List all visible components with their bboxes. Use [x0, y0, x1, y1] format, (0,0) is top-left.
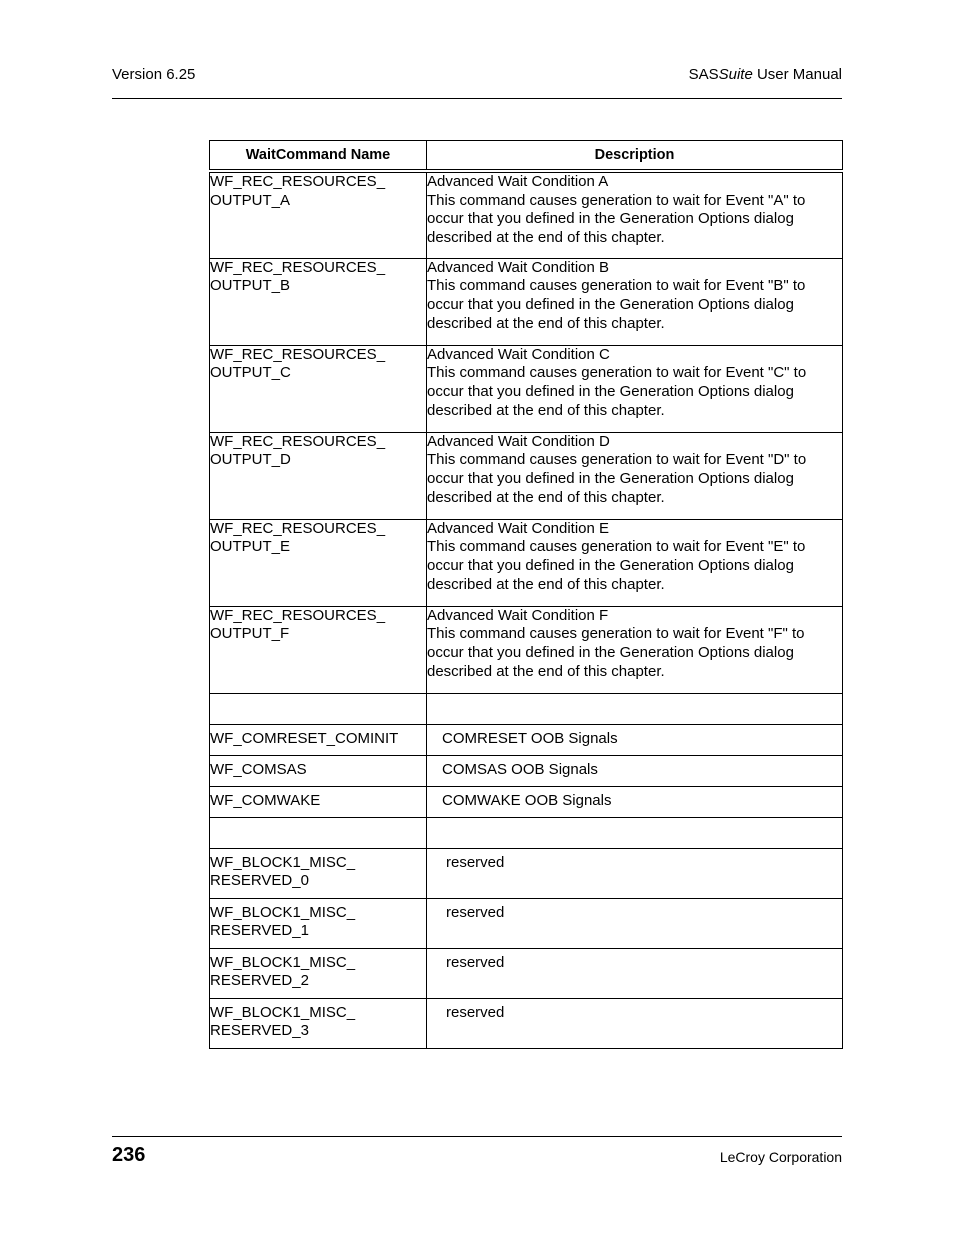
command-name-cell — [210, 519, 427, 606]
command-name-line: WF_BLOCK1_MISC_ — [210, 903, 356, 921]
description-cell — [427, 606, 843, 693]
empty-cell — [210, 693, 427, 724]
table-row-empty — [210, 693, 843, 724]
command-name-line: RESERVED_3 — [210, 1022, 309, 1040]
table-row — [210, 432, 843, 519]
command-name-cell — [210, 998, 427, 1048]
description-line: occur that you defined in the Generation Options dialog — [427, 556, 794, 574]
description-line: described at the end of this chapter. — [427, 314, 665, 332]
command-name-line: OUTPUT_B — [210, 277, 291, 295]
table-row — [210, 786, 843, 817]
description-title: Advanced Wait Condition B — [427, 258, 610, 276]
description-cell — [427, 519, 843, 606]
description-line: This command causes generation to wait for Event "A" to — [427, 191, 806, 209]
description-line: This command causes generation to wait for Event "B" to — [427, 277, 806, 295]
column-header-name: WaitCommand Name — [210, 141, 427, 172]
table-row — [210, 171, 843, 258]
command-name-line: WF_BLOCK1_MISC_ — [210, 853, 356, 871]
description-line: described at the end of this chapter. — [427, 662, 665, 680]
command-name-line: OUTPUT_D — [210, 451, 291, 469]
description-cell: COMRESET OOB Signals — [427, 724, 843, 755]
manual-title-suffix: User Manual — [752, 66, 842, 83]
description-title: Advanced Wait Condition D — [427, 432, 610, 450]
command-name-cell — [210, 432, 427, 519]
description-line: This command causes generation to wait for Event "C" to — [427, 364, 807, 382]
table-row — [210, 948, 843, 998]
command-name-line: RESERVED_2 — [210, 972, 309, 990]
description-line: occur that you defined in the Generation Options dialog — [427, 210, 794, 228]
description-title: Advanced Wait Condition F — [427, 606, 609, 624]
command-name-line: WF_REC_RESOURCES_ — [210, 173, 386, 190]
command-name-cell — [210, 345, 427, 432]
description-title: Advanced Wait Condition C — [427, 345, 610, 363]
command-name-line: WF_REC_RESOURCES_ — [210, 519, 386, 537]
table-row — [210, 606, 843, 693]
table-row — [210, 519, 843, 606]
manual-title-prefix: SAS — [688, 66, 719, 83]
empty-cell — [427, 817, 843, 848]
description-title: Advanced Wait Condition A — [427, 173, 609, 190]
command-name-line: OUTPUT_E — [210, 538, 291, 556]
table-row — [210, 998, 843, 1048]
table-row-empty — [210, 817, 843, 848]
manual-title-italic: Suite — [718, 66, 753, 83]
description-cell: COMSAS OOB Signals — [427, 755, 843, 786]
column-header-description: Description — [427, 141, 843, 172]
command-name-cell: WF_COMWAKE — [210, 786, 427, 817]
description-line: occur that you defined in the Generation Options dialog — [427, 469, 794, 487]
command-name-line: RESERVED_1 — [210, 922, 309, 940]
command-name-cell — [210, 898, 427, 948]
page-header — [112, 64, 842, 99]
table-row — [210, 755, 843, 786]
description-line: occur that you defined in the Generation Options dialog — [427, 295, 794, 313]
command-name-line: RESERVED_0 — [210, 872, 309, 890]
empty-cell — [210, 817, 427, 848]
page-number: 236 — [112, 1144, 146, 1166]
description-cell — [427, 171, 843, 258]
description-line: described at the end of this chapter. — [427, 401, 665, 419]
command-name-cell — [210, 606, 427, 693]
command-name-cell: WF_COMSAS — [210, 755, 427, 786]
table-row — [210, 345, 843, 432]
description-title: Advanced Wait Condition E — [427, 519, 610, 537]
description-line: This command causes generation to wait for Event "F" to — [427, 625, 805, 643]
company-name: LeCroy Corporation — [719, 1149, 842, 1165]
command-name-line: OUTPUT_F — [210, 625, 290, 643]
page-footer — [112, 1136, 842, 1177]
command-name-line: WF_REC_RESOURCES_ — [210, 345, 386, 363]
description-line: described at the end of this chapter. — [427, 575, 665, 593]
command-name-line: WF_BLOCK1_MISC_ — [210, 1003, 356, 1021]
description-cell: reserved — [427, 848, 843, 898]
description-cell: reserved — [427, 998, 843, 1048]
description-cell: COMWAKE OOB Signals — [427, 786, 843, 817]
command-name-cell — [210, 948, 427, 998]
description-line: occur that you defined in the Generation Options dialog — [427, 643, 794, 661]
command-name-line: WF_REC_RESOURCES_ — [210, 432, 386, 450]
command-name-line: OUTPUT_A — [210, 191, 291, 209]
description-line: This command causes generation to wait for Event "D" to — [427, 451, 807, 469]
command-name-cell — [210, 258, 427, 345]
table-row — [210, 848, 843, 898]
description-cell: reserved — [427, 948, 843, 998]
description-cell — [427, 258, 843, 345]
command-name-line: OUTPUT_C — [210, 364, 291, 382]
table-row — [210, 898, 843, 948]
command-name-line: WF_BLOCK1_MISC_ — [210, 953, 356, 971]
command-name-line: WF_REC_RESOURCES_ — [210, 258, 386, 276]
description-cell: reserved — [427, 898, 843, 948]
description-line: occur that you defined in the Generation Options dialog — [427, 382, 794, 400]
description-line: This command causes generation to wait for Event "E" to — [427, 538, 806, 556]
table-row — [210, 258, 843, 345]
empty-cell — [427, 693, 843, 724]
command-name-cell: WF_COMRESET_COMINIT — [210, 724, 427, 755]
table-row — [210, 724, 843, 755]
command-name-cell — [210, 171, 427, 258]
description-line: described at the end of this chapter. — [427, 488, 665, 506]
manual-title — [689, 66, 842, 83]
version-label: Version 6.25 — [112, 66, 196, 83]
command-name-cell — [210, 848, 427, 898]
command-name-line: WF_REC_RESOURCES_ — [210, 606, 386, 624]
description-line: described at the end of this chapter. — [427, 229, 665, 247]
description-cell — [427, 432, 843, 519]
description-cell — [427, 345, 843, 432]
table-header-row — [210, 141, 843, 172]
wait-command-table — [209, 140, 843, 1049]
